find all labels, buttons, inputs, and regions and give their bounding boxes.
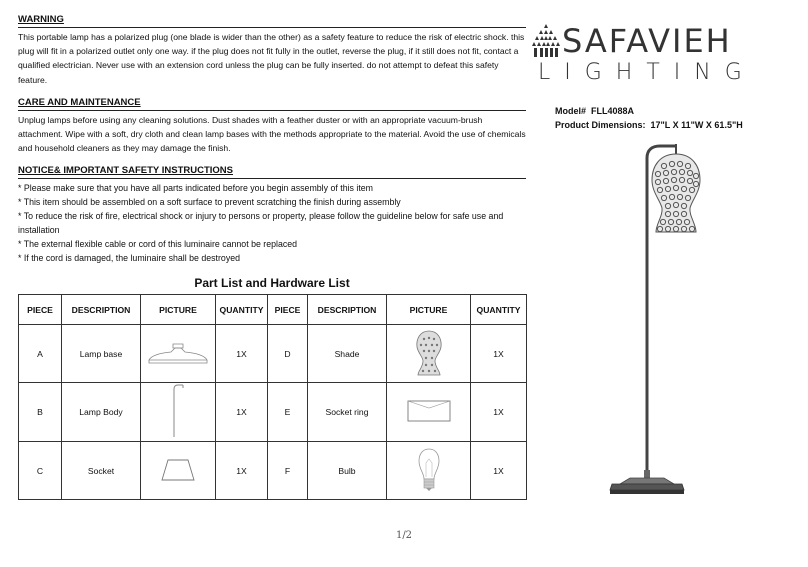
quantity-cell: 1X — [216, 325, 268, 383]
notice-item: * If the cord is damaged, the luminaire shall be destroyed — [18, 253, 241, 264]
piece-cell: F — [268, 442, 308, 500]
picture-cell — [141, 325, 216, 383]
description-cell: Bulb — [308, 442, 387, 500]
dimensions-line — [555, 118, 743, 132]
piece-cell: B — [19, 383, 62, 442]
notice-item: * This item should be assembled on a soft surface to prevent scratching the finish during assembly — [18, 197, 401, 208]
page-number: 1/2 — [395, 530, 413, 541]
brand-subtitle: LIGHTING — [538, 60, 756, 85]
notice-section — [18, 165, 526, 265]
picture-cell — [141, 383, 216, 442]
header-quantity: QUANTITY — [216, 295, 268, 325]
description-cell: Lamp base — [62, 325, 141, 383]
header-picture: PICTURE — [141, 295, 216, 325]
brand-logo — [532, 22, 792, 92]
header-picture: PICTURE — [387, 295, 471, 325]
notice-item: * The external flexible cable or cord of this luminaire cannot be replaced — [18, 239, 298, 250]
socket-icon — [158, 457, 198, 483]
parts-table — [18, 294, 527, 500]
notice-list — [18, 181, 526, 265]
quantity-cell: 1X — [471, 383, 527, 442]
quantity-cell: 1X — [471, 325, 527, 383]
header-quantity: QUANTITY — [471, 295, 527, 325]
quantity-cell: 1X — [471, 442, 527, 500]
table-row — [19, 442, 527, 500]
quantity-cell: 1X — [216, 383, 268, 442]
lamp-body-icon — [168, 383, 188, 439]
description-cell: Socket ring — [308, 383, 387, 442]
bulb-icon — [416, 447, 442, 493]
header-piece: PIECE — [268, 295, 308, 325]
quantity-cell: 1X — [216, 442, 268, 500]
model-value: FLL4088A — [591, 106, 635, 116]
brand-name: SAFAVIEH — [562, 22, 732, 60]
care-section — [18, 97, 526, 156]
piece-cell: C — [19, 442, 62, 500]
notice-item: * Please make sure that you have all parts indicated before you begin assembly of this item — [18, 183, 374, 194]
header-piece: PIECE — [19, 295, 62, 325]
piece-cell: A — [19, 325, 62, 383]
parts-table-title: Part List and Hardware List — [194, 276, 350, 290]
description-cell: Lamp Body — [62, 383, 141, 442]
piece-cell: E — [268, 383, 308, 442]
shade-icon — [414, 329, 444, 377]
chandelier-icon — [532, 24, 560, 58]
header-description: DESCRIPTION — [62, 295, 141, 325]
description-cell: Shade — [308, 325, 387, 383]
table-row — [19, 325, 527, 383]
picture-cell — [141, 442, 216, 500]
care-heading: CARE AND MAINTENANCE — [18, 97, 526, 111]
table-row — [19, 383, 527, 442]
table-header-row — [19, 295, 527, 325]
notice-heading: NOTICE& IMPORTANT SAFETY INSTRUCTIONS — [18, 165, 526, 179]
warning-text: This portable lamp has a polarized plug (one blade is wider than the other) as a safety feature to reduce the risk of electric shock. this plug will fit in a polarized outlet only one way. if the plug does not fit fully in the outlet, reverse the plug, if it still does not fit, contact a qualified electrician. Never use with an extension cord unless the plug can be fully inserted. do not attempt to defeat this safety feature. — [18, 32, 525, 85]
warning-section — [18, 14, 526, 87]
notice-item: * To reduce the risk of fire, electrical shock or injury to persons or property, please follow the guideline below for safe use and installation — [18, 211, 504, 236]
socket-ring-icon — [405, 398, 453, 424]
dimensions-label: Product Dimensions: — [555, 120, 646, 130]
dimensions-value: 17"L X 11"W X 61.5"H — [650, 120, 743, 130]
product-info — [555, 104, 743, 132]
picture-cell — [387, 442, 471, 500]
model-label: Model# — [555, 106, 587, 116]
lamp-base-icon — [145, 338, 211, 368]
model-line — [555, 104, 743, 118]
picture-cell — [387, 383, 471, 442]
warning-heading: WARNING — [18, 14, 526, 28]
instructions-column — [18, 14, 526, 275]
header-description: DESCRIPTION — [308, 295, 387, 325]
floor-lamp-illustration — [600, 140, 710, 510]
picture-cell — [387, 325, 471, 383]
piece-cell: D — [268, 325, 308, 383]
care-text: Unplug lamps before using any cleaning solutions. Dust shades with a feather duster or with an appropriate vacuum-brush attachment. Wipe with a soft, dry cloth and clean lamp bases with the methods appropriate to the material. Avoid the use of chemicals and household cleaners as they may damage the finish. — [18, 114, 526, 154]
description-cell: Socket — [62, 442, 141, 500]
